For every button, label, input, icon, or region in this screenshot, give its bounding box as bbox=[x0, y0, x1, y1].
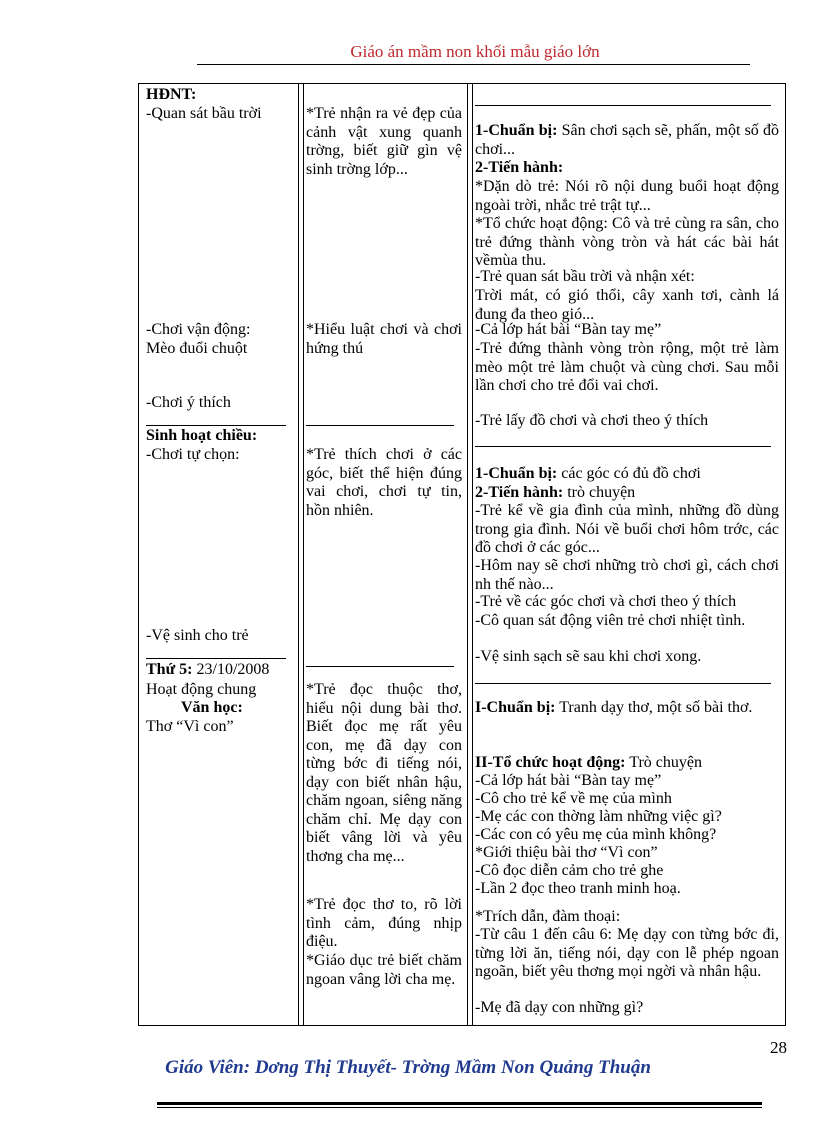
step-ke-gia-dinh: -Trẻ kể về gia đình của mình, những đồ dùng trong gia đình. Nói về buổi chơi hôm trớc, các đồ chơi ở các góc... bbox=[475, 502, 779, 556]
footer-rule bbox=[157, 1107, 762, 1108]
proc-label-2: 2-Tiến hành: bbox=[475, 484, 564, 501]
step-r4: -Cô cho trẻ kể về mẹ của mình bbox=[475, 790, 672, 807]
objective-5: *Trẻ đọc thơ to, rõ lời tình cảm, đúng nhịp điệu. bbox=[306, 896, 462, 950]
page-header-title: Giáo án mầm non khối mẫu giáo lớn bbox=[350, 42, 600, 61]
separator bbox=[146, 425, 286, 426]
objective-3: *Trẻ thích chơi ở các góc, biết thể hiện đúng vai chơi, chơi tự tin, hồn nhiên. bbox=[306, 446, 462, 519]
separator bbox=[306, 666, 454, 667]
lesson-table bbox=[138, 83, 786, 1026]
objective-4: *Trẻ đọc thuộc thơ, hiểu nội dung bài thơ. Biết đọc mẹ rất yêu con, mẹ đã dạy con từng bớc đi tiếng nói, dạy con biết nhân hậu, chăm ngoan, siêng năng chăm chỉ. Mẹ dạy con biết vâng lời và yêu thơng cha mẹ... bbox=[306, 681, 462, 865]
poem-title: Thơ “Vì con” bbox=[146, 718, 234, 735]
activity-quan-sat: -Quan sát bầu trời bbox=[146, 105, 262, 122]
column-divider bbox=[303, 84, 304, 1025]
page-number: 28 bbox=[770, 1038, 787, 1057]
subject-van-hoc: Văn học: bbox=[181, 699, 243, 716]
separator bbox=[306, 425, 454, 426]
step-nhan-xet: Trời mát, có gió thổi, cây xanh tơi, cành lá đung đa theo gió... bbox=[475, 287, 779, 323]
step-r11: -Từ câu 1 đến câu 6: Mẹ dạy con từng bớc đi, từng lời ăn, tiếng nói, dạy con lễ phép ngoan ngoãn, biết yêu thơng mọi ngời và nhân hậu. bbox=[475, 926, 779, 980]
column-divider bbox=[298, 84, 299, 1025]
org-label: II-Tổ chức hoạt động: bbox=[475, 754, 626, 771]
activity-choi-tu-chon: -Chơi tự chọn: bbox=[146, 446, 240, 463]
header-rule bbox=[197, 64, 750, 65]
day-heading bbox=[146, 661, 269, 680]
column-divider bbox=[467, 84, 468, 1025]
step-ve-sinh: -Vệ sinh sạch sẽ sau khi chơi xong. bbox=[475, 648, 702, 665]
proc-section-2 bbox=[475, 484, 779, 503]
hoat-dong-chung: Hoạt động chung bbox=[146, 681, 257, 698]
day-label: Thứ 5: bbox=[146, 661, 193, 678]
step-dong-vien: -Cô quan sát động viên trẻ chơi nhiệt tình. bbox=[475, 612, 746, 629]
prep-text-2: các góc có đủ đồ chơi bbox=[557, 465, 701, 482]
activity-ve-sinh: -Vệ sinh cho trẻ bbox=[146, 627, 249, 644]
footer-rule bbox=[157, 1102, 762, 1105]
step-hom-nay: -Hôm nay sẽ chơi những trò chơi gì, cách chơi nh thế nào... bbox=[475, 557, 779, 593]
step-quan-sat: -Trẻ quan sát bầu trời và nhận xét: bbox=[475, 268, 695, 285]
objective-1: *Trẻ nhận ra vẻ đẹp của cảnh vật xung quanh trờng, biết giữ gìn vệ sinh trờng lớp... bbox=[306, 105, 462, 178]
day-date: 23/10/2008 bbox=[196, 661, 270, 678]
prep-label: 1-Chuẩn bị: bbox=[475, 122, 558, 139]
prep-section-3 bbox=[475, 699, 779, 718]
separator bbox=[475, 446, 771, 447]
step-dan-do: *Dặn dò trẻ: Nói rõ nội dung buổi hoạt động ngoài trời, nhắc trẻ trật tự... bbox=[475, 178, 779, 214]
prep-label-3: I-Chuẩn bị: bbox=[475, 699, 556, 716]
step-r6: -Các con có yêu mẹ của mình không? bbox=[475, 826, 717, 843]
step-r10: *Trích dẫn, đàm thoại: bbox=[475, 908, 621, 925]
separator bbox=[146, 658, 286, 659]
separator bbox=[475, 105, 771, 106]
prep-text-3: Tranh dạy thơ, một số bài thơ. bbox=[555, 699, 753, 716]
step-r3: -Cả lớp hát bài “Bàn tay mẹ” bbox=[475, 772, 662, 789]
step-tro-choi: -Trẻ đứng thành vòng tròn rộng, một trẻ làm mèo một trẻ làm chuột và cùng chơi. Sau mỗi lần chơi cho trẻ đổi vai chơi. bbox=[475, 340, 779, 394]
section-hdnt: HĐNT: bbox=[146, 86, 197, 103]
column-divider bbox=[472, 84, 473, 1025]
step-r5: -Mẹ các con thờng làm những việc gì? bbox=[475, 808, 722, 825]
prep-label-2: 1-Chuẩn bị: bbox=[475, 465, 558, 482]
step-hat: -Cả lớp hát bài “Bàn tay mẹ” bbox=[475, 321, 662, 338]
org-section bbox=[475, 754, 779, 773]
step-r7: *Giới thiệu bài thơ “Vì con” bbox=[475, 844, 658, 861]
step-ve-goc: -Trẻ về các góc chơi và chơi theo ý thích bbox=[475, 593, 737, 610]
org-text: Trò chuyện bbox=[625, 754, 702, 771]
step-r9: -Lần 2 đọc theo tranh minh hoạ. bbox=[475, 880, 681, 897]
game-meo-duoi-chuot: Mèo đuổi chuột bbox=[146, 340, 248, 357]
proc-label: 2-Tiến hành: bbox=[475, 159, 564, 176]
objective-2: *Hiểu luật chơi và chơi hứng thú bbox=[306, 321, 462, 357]
prep-section-2 bbox=[475, 465, 779, 484]
activity-choi-y-thich: -Chơi ý thích bbox=[146, 394, 231, 411]
step-to-chuc: *Tổ chức hoạt động: Cô và trẻ cùng ra sân, cho trẻ đứng thành vòng tròn và hát các bài hát vềmùa thu. bbox=[475, 215, 779, 269]
step-r12: -Mẹ đã dạy con những gì? bbox=[475, 999, 644, 1016]
separator bbox=[475, 683, 771, 684]
section-sinh-hoat-chieu: Sinh hoạt chiều: bbox=[146, 427, 258, 444]
objective-6: *Giáo dục trẻ biết chăm ngoan vâng lời cha mẹ. bbox=[306, 952, 462, 988]
footer-teacher: Giáo Viên: Dơng Thị Thuyết- Trờng Mầm Non Quảng Thuận bbox=[165, 1057, 651, 1078]
prep-section bbox=[475, 122, 779, 159]
prep-text: Sân chơi sạch sẽ, phấn, một số đồ chơi... bbox=[475, 122, 780, 158]
step-y-thich: -Trẻ lấy đồ chơi và chơi theo ý thích bbox=[475, 412, 709, 429]
proc-text-2: trò chuyện bbox=[563, 484, 636, 501]
activity-choi-van-dong: -Chơi vận động: bbox=[146, 321, 251, 338]
step-r8: -Cô đọc diễn cảm cho trẻ ghe bbox=[475, 862, 664, 879]
